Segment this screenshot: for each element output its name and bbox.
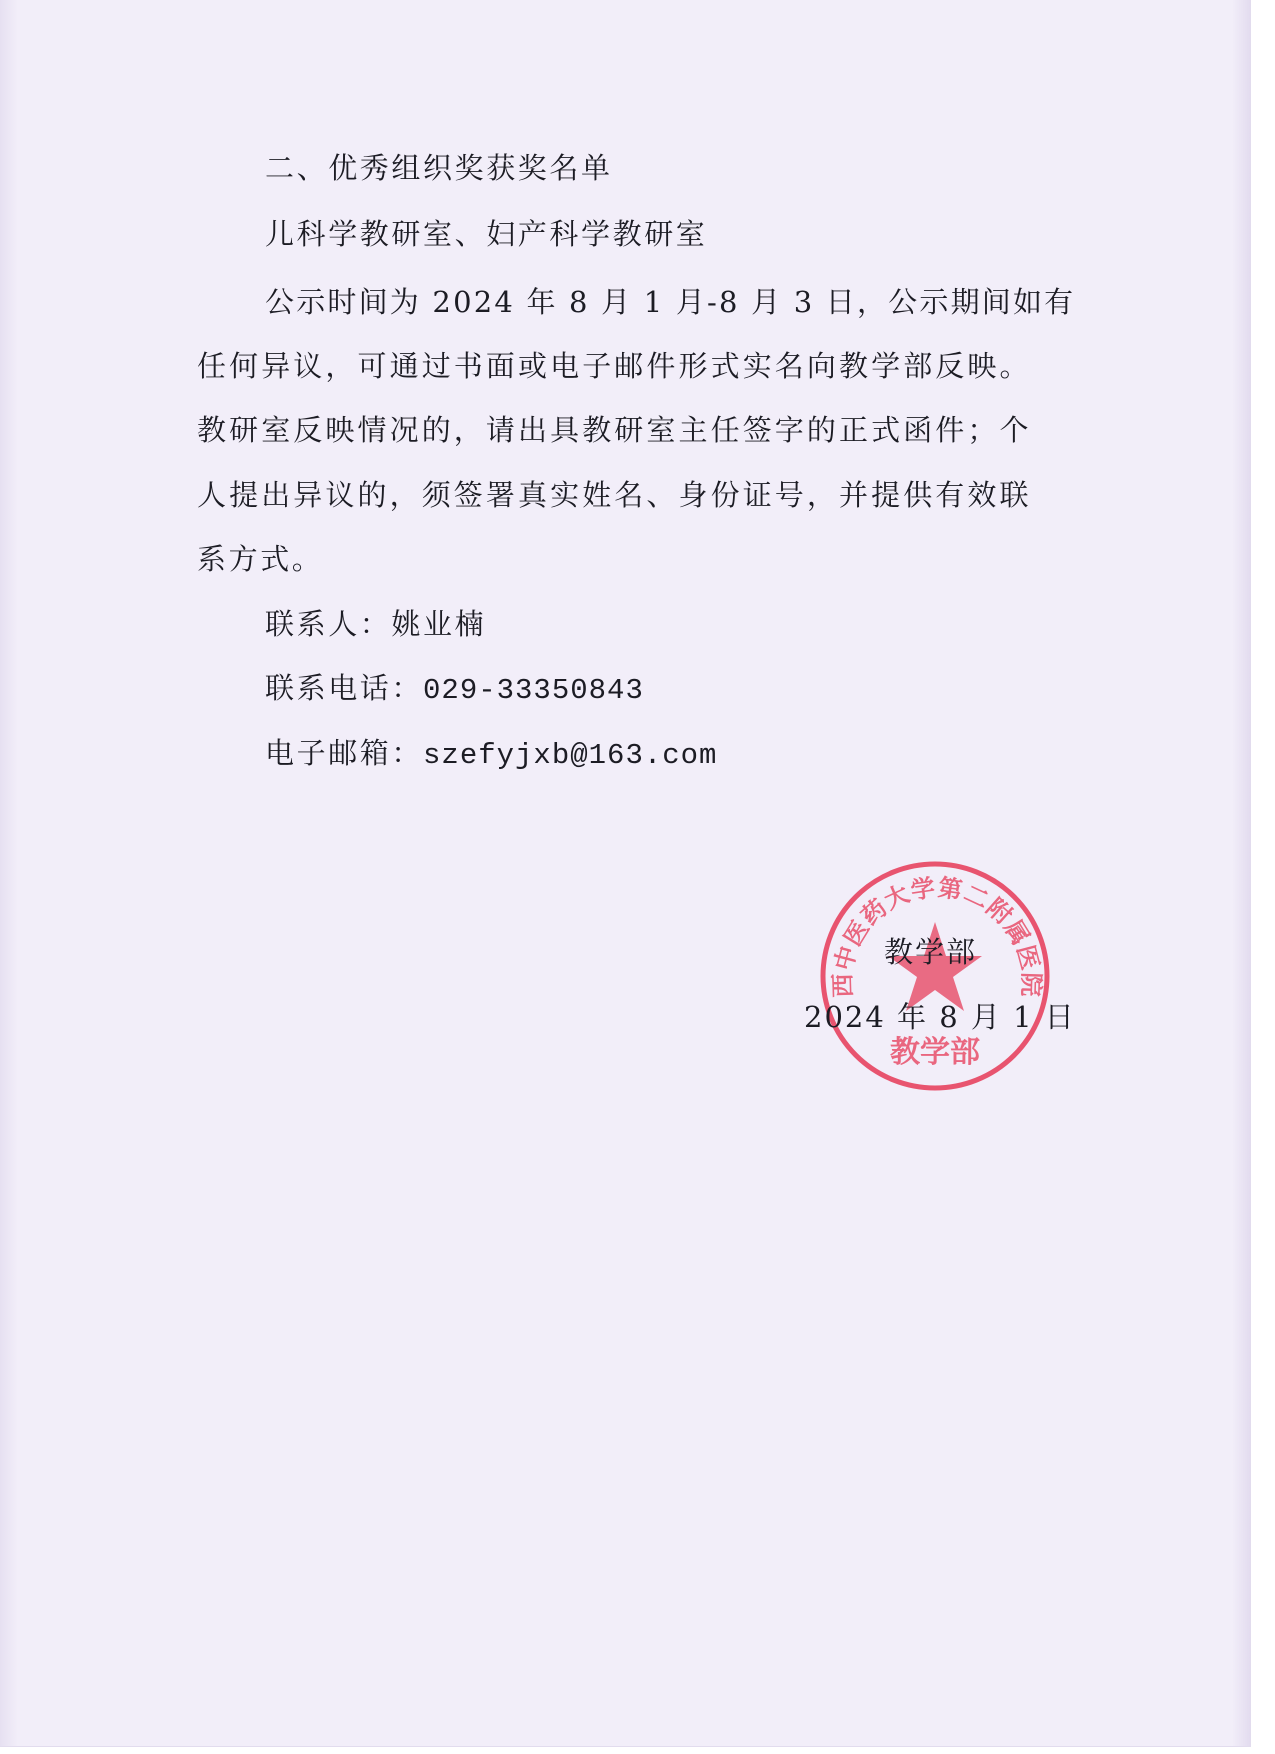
contact-phone-row (265, 668, 644, 711)
email-label: 电子邮箱： (265, 736, 424, 770)
notice-line-1: 公示时间为 2024 年 8 月 1 月-8 月 3 日，公示期间如有 (265, 285, 1076, 319)
page-edge-shadow-left (0, 0, 18, 1746)
notice-line-2: 任何异议，可通过书面或电子邮件形式实名向教学部反映。 (197, 349, 1032, 383)
winners-list: 儿科学教研室、妇产科学教研室 (265, 217, 708, 251)
email-row (265, 733, 717, 776)
notice-line-4: 人提出异议的，须签署真实姓名、身份证号，并提供有效联 (197, 478, 1032, 512)
seal-ring-text: 西中医药大学第二附属医院 (827, 872, 1047, 998)
email-address: szefyjxb@163.com (423, 739, 718, 772)
official-seal (815, 856, 1055, 1096)
notice-line-3: 教研室反映情况的，请出具教研室主任签字的正式函件；个 (197, 413, 1032, 447)
page-edge-shadow-right (1232, 0, 1250, 1746)
contact-phone-number: 029-33350843 (423, 674, 644, 707)
contact-phone-label: 联系电话： (265, 671, 424, 705)
section-heading: 二、优秀组织奖获奖名单 (265, 151, 613, 185)
contact-person: 联系人：姚业楠 (265, 607, 487, 641)
signature-date: 2024 年 8 月 1 日 (804, 1000, 1076, 1034)
notice-line-5: 系方式。 (197, 542, 324, 576)
signature-department: 教学部 (884, 935, 978, 969)
seal-center-text: 教学部 (890, 1035, 980, 1070)
